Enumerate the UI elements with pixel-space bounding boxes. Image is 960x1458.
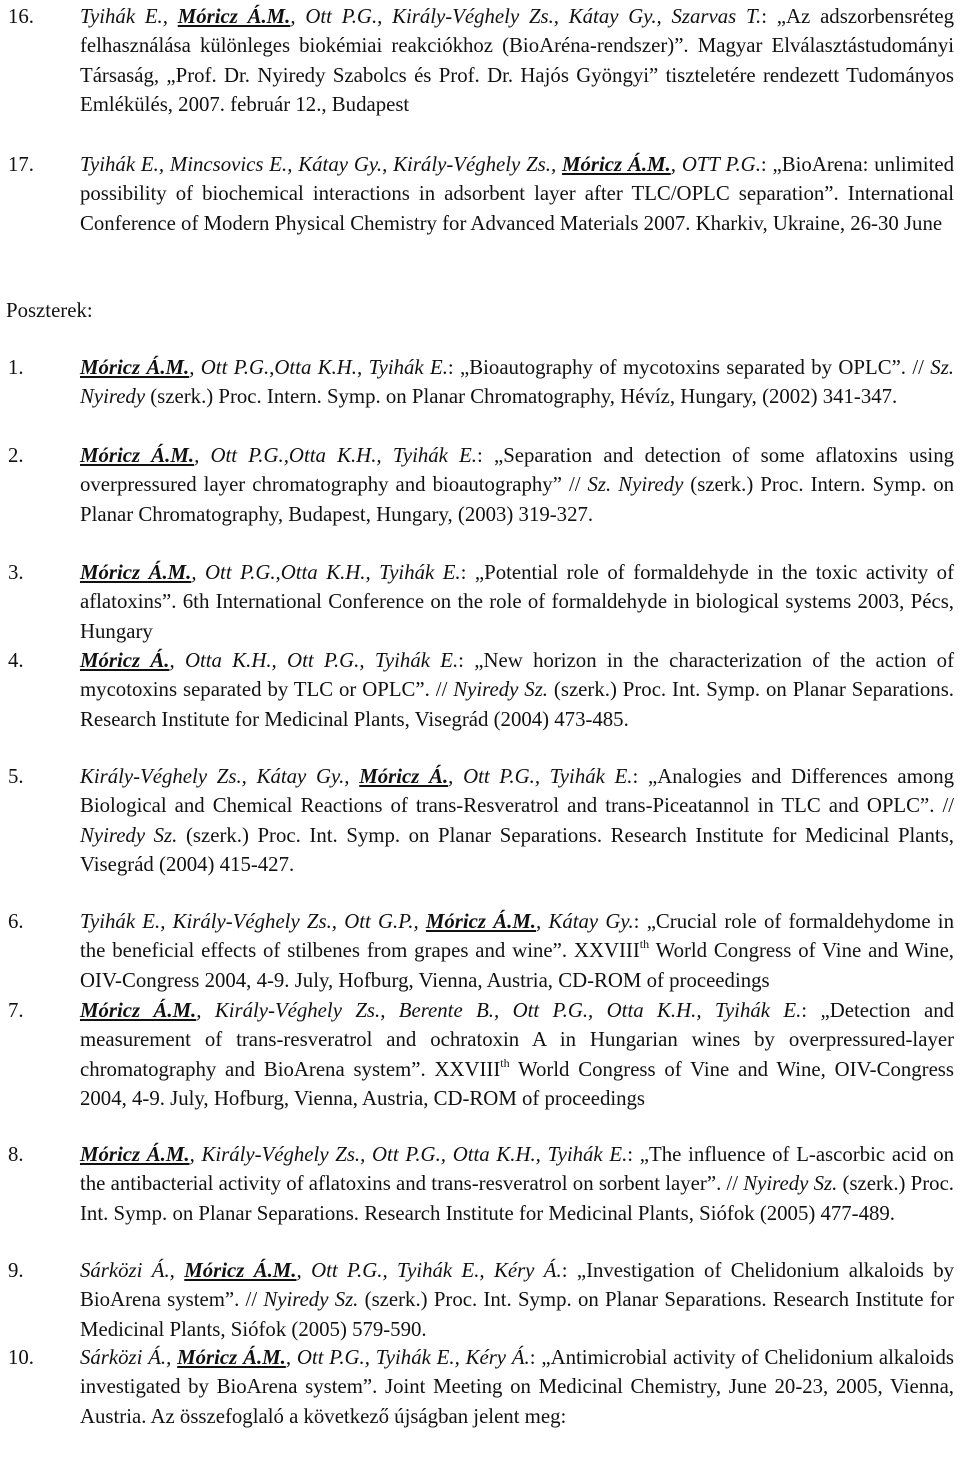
entry-number: 2.: [8, 444, 24, 467]
entry-editor: Nyiredy Sz.: [453, 678, 548, 702]
entry-source: (szerk.) Proc. Int. Symp. on Planar Separations. Research Institute for Medicinal Plants, Siófok (2005) 477-489.: [80, 1172, 954, 1225]
poster-entry: [8, 558, 954, 646]
entry-number: 9.: [8, 1259, 24, 1282]
highlighted-author: Móricz Á.M.: [562, 153, 671, 176]
entry-title: : „Separation and detection of some aflatoxins using overpressured layer chromatography and bioautography” //: [80, 444, 955, 497]
entry-authors: , Ott P.G., Tyihák E.: [448, 765, 633, 788]
entry-number: 4.: [8, 649, 24, 672]
entry-title: : „The influence of L-ascorbic acid on the antibacterial activity of aflatoxins and trans-resveratrol on sorbent layer”. //: [80, 1143, 954, 1196]
entry-authors: , Ott P.G.,Otta K.H., Tyihák E.: [194, 444, 477, 467]
highlighted-author: Móricz Á.M.: [80, 356, 190, 379]
entry-source: (szerk.) Proc. Intern. Symp. on Planar Chromatography, Budapest, Hungary, (2003) 319-327.: [80, 473, 955, 526]
entry-text: [80, 996, 954, 1113]
entry-title: : „Investigation of Chelidonium alkaloids by BioArena system”. //: [80, 1259, 954, 1312]
entry-text: [80, 2, 954, 119]
publication-entry: [8, 2, 954, 119]
entry-text: [80, 646, 954, 734]
entry-number: 10.: [8, 1346, 34, 1369]
entry-title: : „BioArena: unlimited possibility of biochemical interactions in adsorbent layer after TLC/OPLC separation”. International Conference of Modern Physical Chemistry for Advanced Materials 2007. Kharkiv, Ukraine, 26-30 June: [80, 153, 954, 235]
poster-entry: [8, 1256, 954, 1344]
entry-authors: , Otta K.H., Ott P.G., Tyihák E.: [169, 649, 459, 672]
entry-editor: Nyiredy Sz.: [263, 1288, 359, 1312]
entry-editor: Nyiredy Sz.: [80, 823, 178, 847]
entry-authors: , OTT P.G.: [670, 153, 761, 176]
entry-number: 6.: [8, 910, 24, 933]
entry-source: World Congress of Vine and Wine, OIV-Congress 2004, 4-9. July, Hofburg, Vienna, Austria, CD-ROM of proceedings: [80, 1057, 954, 1110]
entry-text: [80, 762, 954, 879]
poster-entry: [8, 353, 954, 412]
entry-source: (szerk.) Proc. Intern. Symp. on Planar Chromatography, Hévíz, Hungary, (2002) 341-347.: [145, 385, 898, 409]
entry-title: : „Crucial role of formaldehydome in the beneficial effects of stilbenes from grapes and wine”. XXVIII: [80, 910, 954, 963]
section-heading: Poszterek:: [6, 299, 93, 322]
poster-entry: [8, 441, 954, 529]
entry-authors: , Ott P.G., Tyihák E., Kéry Á.: [296, 1259, 562, 1282]
entry-number: 5.: [8, 765, 24, 788]
entry-source: (szerk.) Proc. Int. Symp. on Planar Separations. Research Institute for Medicinal Plants, Visegrád (2004) 415-427.: [80, 823, 955, 876]
highlighted-author: Móricz Á.M.: [80, 561, 192, 584]
poster-entry: [8, 1343, 954, 1431]
entry-title: : „Potential role of formaldehyde in the toxic activity of aflatoxins”. 6th International Conference on the role of formaldehyde in biological systems 2003, Pécs, Hungary: [80, 561, 955, 643]
entry-authors: Király-Véghely Zs., Kátay Gy.,: [80, 765, 360, 788]
entry-authors: , Ott P.G.,Otta K.H., Tyihák E.: [191, 561, 461, 584]
entry-authors: , Ott P.G., Tyihák E., Kéry Á.: [285, 1346, 530, 1369]
entry-source: (szerk.) Proc. Int. Symp. on Planar Separations. Research Institute for Medicinal Plants, Visegrád (2004) 473-485.: [80, 678, 955, 731]
poster-entry: [8, 907, 954, 995]
entry-number: 7.: [8, 999, 24, 1022]
superscript: th: [639, 937, 650, 952]
superscript: th: [500, 1055, 510, 1070]
entry-editor: Sz. Nyiredy: [587, 473, 684, 497]
entry-source: (szerk.) Proc. Int. Symp. on Planar Separations. Research Institute for Medicinal Plants, Siófok (2005) 579-590.: [80, 1288, 954, 1341]
poster-entry: [8, 646, 954, 734]
entry-text: [80, 441, 954, 529]
highlighted-author: Móricz Á.M.: [177, 1346, 286, 1369]
entry-authors: , Király-Véghely Zs., Berente B., Ott P.G., Otta K.H., Tyihák E.: [196, 999, 802, 1022]
entry-authors: , Kátay Gy.: [536, 910, 634, 933]
highlighted-author: Móricz Á.: [359, 765, 449, 788]
entry-authors: Tyihák E.,: [80, 5, 178, 28]
entry-authors: Sárközi Á.,: [80, 1346, 178, 1369]
entry-text: [80, 1140, 954, 1228]
publication-entry: [8, 150, 954, 238]
highlighted-author: Móricz Á.M.: [80, 444, 195, 467]
entry-title: : „Detection and measurement of trans-resveratrol and ochratoxin A in Hungarian wines by overpressured-layer chromatography and BioArena system”. XXVIII: [80, 999, 954, 1081]
entry-number: 8.: [8, 1143, 24, 1166]
entry-number: 3.: [8, 561, 24, 584]
entry-title: : „Bioautography of mycotoxins separated by OPLC”. //: [447, 356, 931, 379]
poster-entry: [8, 996, 954, 1113]
entry-title: : „Antimicrobial activity of Chelidonium alkaloids investigated by BioArena system”. Joint Meeting on Medicinal Chemistry, June 20-23, 2005, Vienna, Austria. Az összefoglaló a következő újságban jelent meg:: [80, 1346, 954, 1428]
entry-number: 1.: [8, 356, 24, 379]
entry-authors: Tyihák E., Mincsovics E., Kátay Gy., Király-Véghely Zs.,: [80, 153, 563, 176]
entry-text: [80, 558, 954, 646]
entry-authors: Sárközi Á.,: [80, 1259, 185, 1282]
highlighted-author: Móricz Á.M.: [80, 1143, 190, 1166]
entry-title: : „Analogies and Differences among Biological and Chemical Reactions of trans-Resveratrol and trans-Piceatannol in TLC and OPLC”. //: [80, 765, 955, 818]
entry-source: World Congress of Vine and Wine, OIV-Congress 2004, 4-9. July, Hofburg, Vienna, Austria, CD-ROM of proceedings: [80, 939, 954, 992]
entry-title: : „New horizon in the characterization of the action of mycotoxins separated by TLC or OPLC”. //: [80, 649, 954, 702]
entry-title: : „Az adszorbensréteg felhasználása különleges biokémiai reakciókhoz (BioAréna-rendszer)”. Magyar Elválasztástudományi Társaság, „Prof. Dr. Nyiredy Szabolcs és Prof. Dr. Hajós Gyöngyi” tiszteletére rendezett Tudományos Emlékülés, 2007. február 12., Budapest: [80, 5, 955, 116]
entry-authors: , Ott P.G., Király-Véghely Zs., Kátay Gy., Szarvas T.: [290, 5, 762, 28]
entry-authors: Tyihák E., Király-Véghely Zs., Ott G.P.,: [80, 910, 426, 933]
entry-editor: Sz. Nyiredy: [80, 356, 954, 409]
entry-text: [80, 353, 954, 412]
highlighted-author: Móricz Á.: [80, 649, 170, 672]
entry-number: 16.: [8, 5, 34, 28]
highlighted-author: Móricz Á.M.: [177, 5, 291, 28]
highlighted-author: Móricz Á.M.: [184, 1259, 297, 1282]
entry-editor: Nyiredy Sz.: [743, 1172, 838, 1196]
poster-entry: [8, 1140, 954, 1228]
entry-text: [80, 1256, 954, 1344]
entry-text: [80, 1343, 954, 1431]
entry-number: 17.: [8, 153, 34, 176]
highlighted-author: Móricz Á.M.: [80, 999, 197, 1022]
entry-authors: , Ott P.G.,Otta K.H., Tyihák E.: [189, 356, 448, 379]
poster-entry: [8, 762, 954, 879]
entry-text: [80, 150, 954, 238]
entry-text: [80, 907, 954, 995]
highlighted-author: Móricz Á.M.: [425, 910, 537, 933]
entry-authors: , Király-Véghely Zs., Ott P.G., Otta K.H., Tyihák E.: [189, 1143, 628, 1166]
